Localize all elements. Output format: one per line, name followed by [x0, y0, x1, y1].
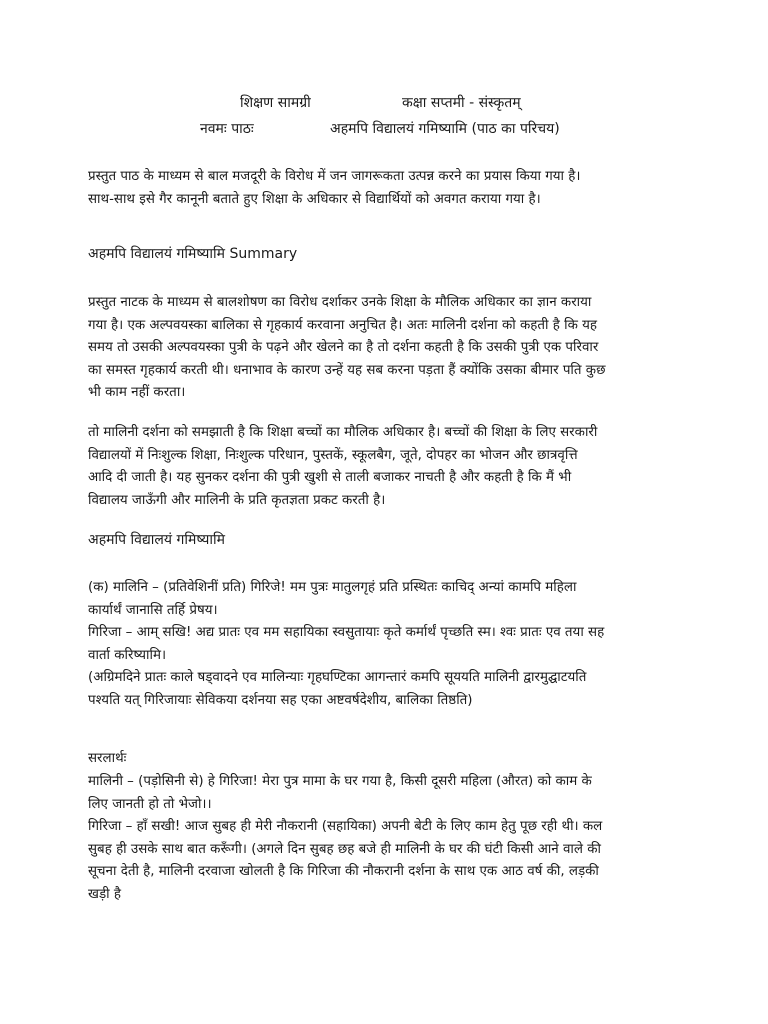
- summary-paragraph-2: तो मालिनी दर्शना को समझाती है कि शिक्षा बच्चों का मौलिक अधिकार है। बच्चों की शिक्षा के लिए सरकारी विद्यालयों में निःशुल्क शिक्षा, निःशुल्क परिधान, पुस्तकें, स्कूलबैग, जूते, दोपहर का भोजन और छात्रवृत्ति आदि दी जाती है। यह सुनकर दर्शना की पुत्री खुशी से ताली बजाकर नाचती है और कहती है कि मैं भी विद्यालय जाऊँगी और मालिनी के प्रति कृतज्ञता प्रकट करती है।: [88, 425, 598, 508]
- text-heading: अहमपि विद्यालयं गमिष्यामि: [88, 532, 226, 548]
- lesson-title: अहमपि विद्यालयं गमिष्यामि (पाठ का परिचय): [330, 121, 560, 137]
- material-label: शिक्षण सामग्री: [240, 95, 311, 111]
- intro-paragraph: प्रस्तुत पाठ के माध्यम से बाल मजदूरी के विरोध में जन जागरूकता उत्पन्न करने का प्रयास किया गया है। साथ-साथ इसे गैर कानूनी बताते हुए शिक्षा के अधिकार से विद्यार्थियों को अवगत कराया गया है।: [88, 169, 581, 207]
- summary-heading: अहमपि विद्यालयं गमिष्यामि Summary: [88, 246, 298, 262]
- header-row-2: [88, 116, 680, 142]
- class-subject-label: कक्षा सप्तमी - संस्कृतम्: [402, 95, 521, 111]
- header-row-1: [88, 90, 680, 116]
- lesson-number: नवमः पाठः: [200, 121, 254, 137]
- sanskrit-text-paragraph: (क) मालिनि – (प्रतिवेशिनीं प्रति) गिरिजे! मम पुत्रः मातुलगृहं प्रति प्रस्थितः काचिद् अन्यां कामपि महिला कार्यार्थं जानासि तर्हि प्रेषय। गिरिजा – आम् सखि! अद्य प्रातः एव मम सहायिका स्वसुतायाः कृते कर्मार्थं पृच्छति स्म। श्वः प्रातः एव तया सह वार्ता करिष्यामि। (अग्रिमदिने प्रातः काले षड्वादने एव मालिन्याः गृहघण्टिका आगन्तारं कमपि सूययति मालिनी द्वारमुद्घाटयति पश्यति यत् गिरिजायाः सेविकया दर्शनया सह एका अष्टवर्षदेशीय, बालिका तिष्ठति): [88, 580, 605, 708]
- meaning-label: सरलार्थः: [88, 751, 127, 766]
- document-page: [88, 90, 680, 902]
- meaning-paragraph: मालिनी – (पड़ोसिनी से) हे गिरिजा! मेरा पुत्र मामा के घर गया है, किसी दूसरी महिला (औरत) को काम के लिए जानती हो तो भेजो।। गिरिजा – हाँ सखी! आज सुबह ही मेरी नौकरानी (सहायिका) अपनी बेटी के लिए काम हेतु पूछ रही थी। कल सुबह ही उसके साथ बात करूँगी। (अगले दिन सुबह छह बजे ही मालिनी के घर की घंटी किसी आने वाले की सूचना देती है, मालिनी दरवाजा खोलती है कि गिरिजा की नौकरानी दर्शना के साथ एक आठ वर्ष की, लड़की खड़ी है: [88, 774, 603, 902]
- summary-paragraph-1: प्रस्तुत नाटक के माध्यम से बालशोषण का विरोध दर्शाकर उनके शिक्षा के मौलिक अधिकार का ज्ञान कराया गया है। एक अल्पवयस्का बालिका से गृहकार्य करवाना अनुचित है। अतः मालिनी दर्शना को कहती है कि यह समय तो उसकी अल्पवयस्का पुत्री के पढ़ने और खेलने का है तो दर्शना कहती है कि उसकी पुत्री एक परिवार का समस्त गृहकार्य करती थी। धनाभाव के कारण उन्हें यह सब करना पड़ता हैं क्योंकि उसका बीमार पति कुछ भी काम नहीं करता।: [88, 295, 606, 400]
